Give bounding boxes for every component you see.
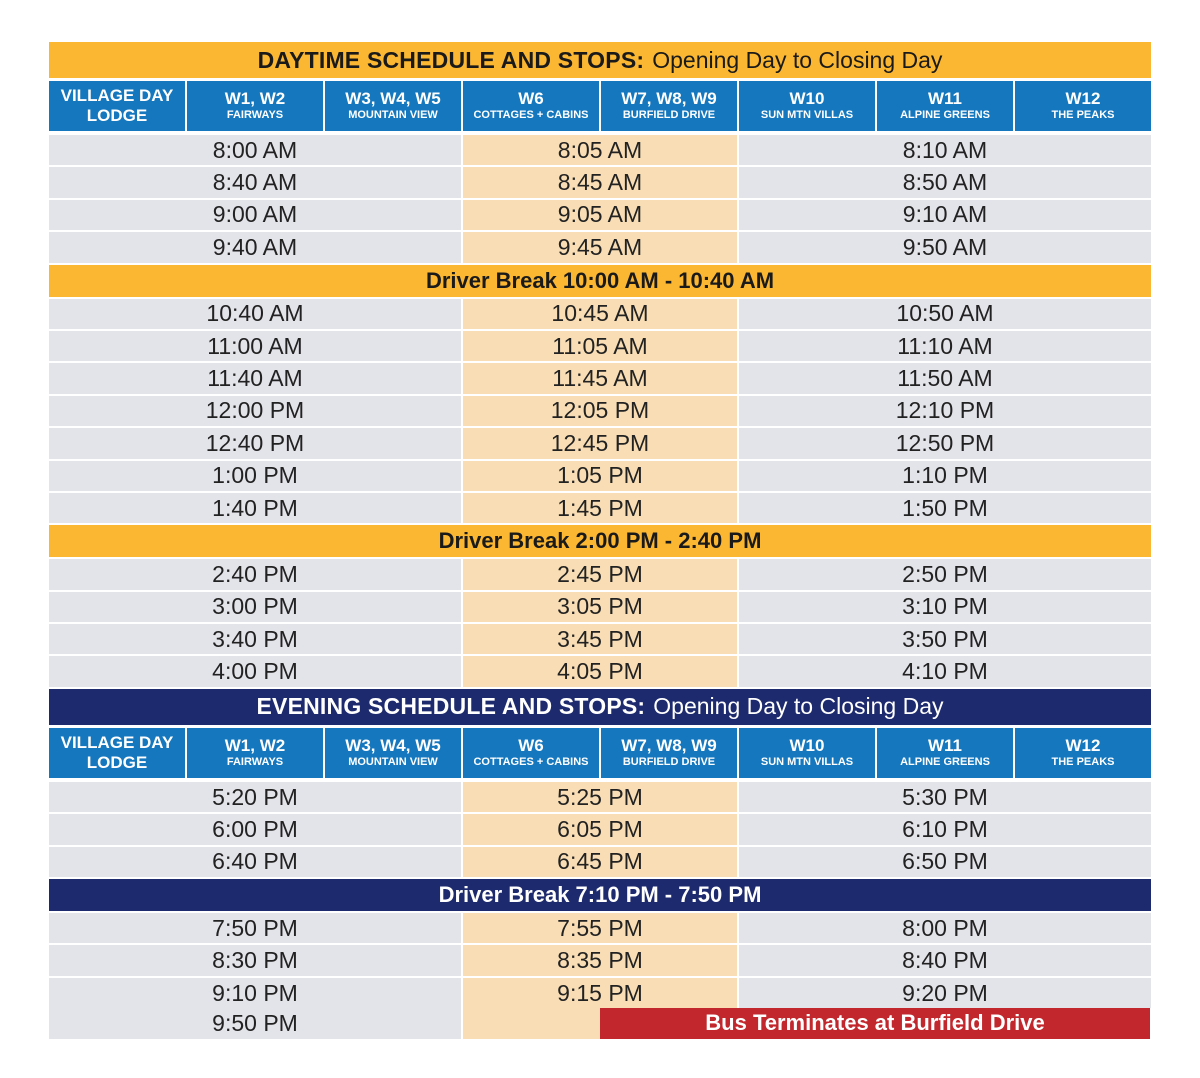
stop-area: THE PEAKS <box>1051 756 1115 768</box>
empty-w6-cell <box>463 1008 600 1038</box>
time-cell: 9:15 PM <box>463 978 737 1008</box>
stop-header-6 <box>877 728 1013 778</box>
daytime-title-bar <box>49 42 1151 78</box>
daytime-title: DAYTIME SCHEDULE AND STOPS: <box>257 46 645 73</box>
time-cell: 8:35 PM <box>463 945 737 975</box>
time-cell: 4:00 PM <box>49 656 461 686</box>
time-cell: 6:50 PM <box>739 847 1151 877</box>
time-cell: 1:10 PM <box>739 461 1151 491</box>
stop-header-7 <box>1015 81 1151 131</box>
time-cell: 12:40 PM <box>49 428 461 458</box>
stop-area: BURFIELD DRIVE <box>622 756 716 768</box>
time-cell: 11:05 AM <box>463 331 737 361</box>
stop-header-0 <box>49 728 185 778</box>
time-cell: 8:00 PM <box>739 913 1151 943</box>
time-cell: 3:05 PM <box>463 592 737 622</box>
stop-name: W11 <box>927 89 963 109</box>
stop-area: COTTAGES + CABINS <box>473 756 589 768</box>
time-cell: 12:10 PM <box>739 396 1151 426</box>
evening-last-row <box>49 1008 1151 1040</box>
time-cell: 12:05 PM <box>463 396 737 426</box>
stop-header-6 <box>877 81 1013 131</box>
time-cell: 10:45 AM <box>463 299 737 329</box>
time-cell: 8:45 AM <box>463 167 737 197</box>
stop-name: W10 <box>789 89 825 109</box>
time-cell: 5:25 PM <box>463 782 737 812</box>
stop-name: W11 <box>927 736 963 756</box>
stop-name: W10 <box>789 736 825 756</box>
time-cell: 12:00 PM <box>49 396 461 426</box>
time-cell: 8:05 AM <box>463 135 737 165</box>
stop-name: W1, W2 <box>224 736 286 756</box>
stop-name: W6 <box>518 89 544 109</box>
driver-break-2: Driver Break 2:00 PM - 2:40 PM <box>49 525 1151 557</box>
stop-header-2 <box>325 728 461 778</box>
time-cell: 10:40 AM <box>49 299 461 329</box>
daytime-block-2 <box>49 297 1151 526</box>
time-cell: 6:45 PM <box>463 847 737 877</box>
stop-name: W3, W4, W5 <box>345 736 441 756</box>
stop-name: W1, W2 <box>224 89 286 109</box>
stop-header-1 <box>187 81 323 131</box>
time-cell: 8:30 PM <box>49 945 461 975</box>
evening-stop-header <box>49 728 1151 778</box>
time-cell: 12:50 PM <box>739 428 1151 458</box>
stop-header-5 <box>739 728 875 778</box>
time-cell: 9:10 PM <box>49 978 461 1008</box>
time-cell: 5:30 PM <box>739 782 1151 812</box>
stop-area: FAIRWAYS <box>226 109 284 122</box>
time-cell: 5:20 PM <box>49 782 461 812</box>
time-cell: 9:00 AM <box>49 200 461 230</box>
time-cell: 6:05 PM <box>463 814 737 844</box>
terminate-note: Bus Terminates at Burfield Drive <box>600 1008 1150 1038</box>
evening-subtitle: Opening Day to Closing Day <box>653 693 944 720</box>
evening-block-2 <box>49 911 1151 1008</box>
time-cell: 2:40 PM <box>49 559 461 589</box>
daytime-block-1 <box>49 133 1151 265</box>
time-cell: 8:40 AM <box>49 167 461 197</box>
time-cell: 7:55 PM <box>463 913 737 943</box>
time-cell: 1:00 PM <box>49 461 461 491</box>
time-cell: 2:50 PM <box>739 559 1151 589</box>
time-cell: 8:50 AM <box>739 167 1151 197</box>
stop-area: BURFIELD DRIVE <box>622 109 716 122</box>
stop-area: SUN MTN VILLAS <box>760 109 854 122</box>
evening-title-bar <box>49 689 1151 725</box>
evening-block-1 <box>49 780 1151 879</box>
last-departure-time: 9:50 PM <box>49 1008 461 1038</box>
time-cell: 9:40 AM <box>49 232 461 262</box>
time-cell: 9:10 AM <box>739 200 1151 230</box>
time-cell: 9:20 PM <box>739 978 1151 1008</box>
stop-header-5 <box>739 81 875 131</box>
stop-area: ALPINE GREENS <box>900 756 990 768</box>
stop-name: W12 <box>1065 89 1101 109</box>
time-cell: 9:45 AM <box>463 232 737 262</box>
stop-area: FAIRWAYS <box>226 756 284 768</box>
time-cell: 11:45 AM <box>463 363 737 393</box>
stop-name: VILLAGE DAY LODGE <box>60 86 174 125</box>
time-cell: 3:00 PM <box>49 592 461 622</box>
stop-header-2 <box>325 81 461 131</box>
stop-name: W6 <box>518 736 544 756</box>
time-cell: 3:40 PM <box>49 624 461 654</box>
time-cell: 11:10 AM <box>739 331 1151 361</box>
time-cell: 4:10 PM <box>739 656 1151 686</box>
time-cell: 4:05 PM <box>463 656 737 686</box>
stop-header-0 <box>49 81 185 131</box>
stop-name: W12 <box>1065 736 1101 756</box>
time-cell: 6:10 PM <box>739 814 1151 844</box>
time-cell: 6:40 PM <box>49 847 461 877</box>
time-cell: 12:45 PM <box>463 428 737 458</box>
terminate-row <box>463 1008 1151 1038</box>
time-cell: 11:50 AM <box>739 363 1151 393</box>
stop-header-4 <box>601 81 737 131</box>
time-cell: 11:00 AM <box>49 331 461 361</box>
stop-name: W3, W4, W5 <box>345 89 441 109</box>
stop-area: MOUNTAIN VIEW <box>348 756 438 768</box>
stop-header-4 <box>601 728 737 778</box>
daytime-subtitle: Opening Day to Closing Day <box>652 46 943 73</box>
time-cell: 7:50 PM <box>49 913 461 943</box>
time-cell: 3:45 PM <box>463 624 737 654</box>
stop-name: VILLAGE DAY LODGE <box>60 733 174 772</box>
stop-area: SUN MTN VILLAS <box>760 756 854 768</box>
stop-area: COTTAGES + CABINS <box>473 109 589 122</box>
time-cell: 1:45 PM <box>463 493 737 523</box>
time-cell: 9:05 AM <box>463 200 737 230</box>
stop-name: W7, W8, W9 <box>621 89 717 109</box>
time-cell: 3:10 PM <box>739 592 1151 622</box>
stop-header-3 <box>463 728 599 778</box>
stop-name: W7, W8, W9 <box>621 736 717 756</box>
time-cell: 8:40 PM <box>739 945 1151 975</box>
time-cell: 9:50 AM <box>739 232 1151 262</box>
stop-header-7 <box>1015 728 1151 778</box>
driver-break-1: Driver Break 10:00 AM - 10:40 AM <box>49 265 1151 297</box>
evening-title: EVENING SCHEDULE AND STOPS: <box>256 693 646 720</box>
time-cell: 10:50 AM <box>739 299 1151 329</box>
time-cell: 2:45 PM <box>463 559 737 589</box>
time-cell: 1:05 PM <box>463 461 737 491</box>
stop-header-3 <box>463 81 599 131</box>
stop-area: ALPINE GREENS <box>900 109 990 122</box>
stop-area: MOUNTAIN VIEW <box>348 109 438 122</box>
time-cell: 11:40 AM <box>49 363 461 393</box>
time-cell: 6:00 PM <box>49 814 461 844</box>
time-cell: 8:00 AM <box>49 135 461 165</box>
daytime-stop-header <box>49 81 1151 131</box>
stop-header-1 <box>187 728 323 778</box>
daytime-block-3 <box>49 557 1151 689</box>
driver-break-evening: Driver Break 7:10 PM - 7:50 PM <box>49 879 1151 911</box>
stop-area: THE PEAKS <box>1051 109 1115 122</box>
shuttle-schedule <box>49 42 1151 1041</box>
time-cell: 1:40 PM <box>49 493 461 523</box>
time-cell: 1:50 PM <box>739 493 1151 523</box>
time-cell: 3:50 PM <box>739 624 1151 654</box>
time-cell: 8:10 AM <box>739 135 1151 165</box>
